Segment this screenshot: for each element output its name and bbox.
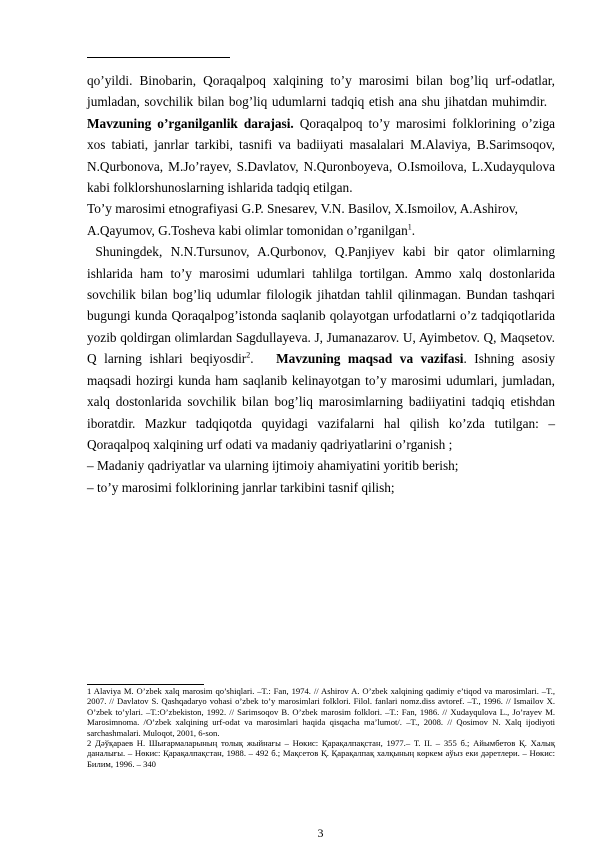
header-rule [87,57,230,58]
paragraph-4: – Madaniy qadriyatlar va ularning ijtimoiy ahamiyatini yoritib berish; [87,458,459,474]
footnote-ref-1: 1 [407,222,412,232]
page-number: 3 [317,826,324,840]
footnote-ref-2: 2 [246,350,251,360]
heading-goal: Mavzuning maqsad va vazifasi [276,351,464,367]
body-text [87,70,555,498]
paragraph-1: qo’yildi. Binobarin, Qoraqalpoq xalqining to’y marosimi bilan bog’liq urf-odatlar, jumladan, sovchilik bilan bog’liq udumlarni tadqiq etish ana shu jihatdan muhimdir. Mavzuning o’rganilganlik darajasi. Qoraqalpoq to’y marosimi folklorining o’ziga xos tabiati, janrlar tarkibi, tasnifi va badiiyati masalalari M.Alaviya, B.Sarimsoqov, N.Qurbonova, M.Jo’rayev, S.Davlatov, N.Quronboyeva, O.Ismoilova, L.Xudayqulova kabi folklorshunoslarning ishlarida tadqiq etilgan. [87,73,555,196]
footnote-rule [87,684,204,685]
footnote-1: 1 Alaviya M. O’zbek xalq marosim qo’shiqlari. –T.: Fan, 1974. // Ashirov A. O’zbek xalqining qadimiy e’tiqod va marosimlari. –T., 2007. // Davlatov S. Qashqadaryo vohasi o’zbek to’y marosimlari folklori. Filol. fanlari nomz.diss avtoref. –T., 1996. // Ismailov X. O’zbek to’ylari. –T.:O’zbekiston, 1992. // Sarimsoqov B. O’zbek marosim folklori. –T.: Fan, 1986. // Xudayqulova L., Jo’rayev M. Marosimnoma. /O’zbek xalqining urf-odat va marosimlari haqida qisqacha ma’lumot/. –T., 2008. // Qosimov N. Xalq ijodiyoti sarchashmalari. Muloqot, 2001, 6-son. [87,686,555,738]
footnotes [87,686,555,769]
heading-study-level: Mavzuning o’rganilganlik darajasi. [87,115,294,131]
paragraph-3: Shuningdek, N.N.Tursunov, A.Qurbonov, Q.Panjiyev kabi bir qator olimlarning ishlarida ham to’y marosimi udumlari tahlilga tortilgan. Ammo xalq dostonlarida sovchilik bilan bog’liq udumlar filologik jihatdan tahlil qilinmagan. Bundan tashqari bugungi kunda Qoraqalpog’istonda saqlanib qolayotgan urfodatlarni o’z tadqiqotlarida yozib qoldirgan olimlardan Sagdullayeva. J, Jumanazarov. U, Ayimbetov. Q, Maqsetov. Q larning ishlari beqiyosdir$^2$. Mavzuning maqsad va vazifasi. Ishning asosiy maqsadi hozirgi kunda ham saqlanib kelinayotgan to’y marosimi udumlari, jumladan, xalq dostonlarida sovchilik bilan bog’liq marosimlarning badiiyatini tadqiq etishdan iboratdir. Mazkur tadqiqotda quyidagi vazifalarni hal qilish ko’zda tutilgan: – Qoraqalpoq xalqining urf odati va madaniy qadriyatlarini o’rganish ; [87,244,556,452]
footnote-2: 2 Дәўқараев Н. Шығармаларының толық жыйнағы – Нөкис: Қарақалпақстан, 1977.– Т. II. – 355 б.; Айымбетов Қ. Халық даналығы. – Нөкис: Қарақалпақстан, 1988. – 492 б.; Мақсетов Қ. Қарақалпақ халқының көркем аўыз еки дәретлери. – Нөкис: Билим, 1996. – 340 [87,738,555,769]
paragraph-5: – to’y marosimi folklorining janrlar tarkibini tasnif qilish; [87,479,395,495]
paragraph-2: To’y marosimi etnografiyasi G.P. Snesarev, V.N. Basilov, X.Ismoilov, A.Ashirov, A.Qayumov, G.Tosheva kabi olimlar tomonidan o’rganilgan$^1$. [87,201,518,238]
